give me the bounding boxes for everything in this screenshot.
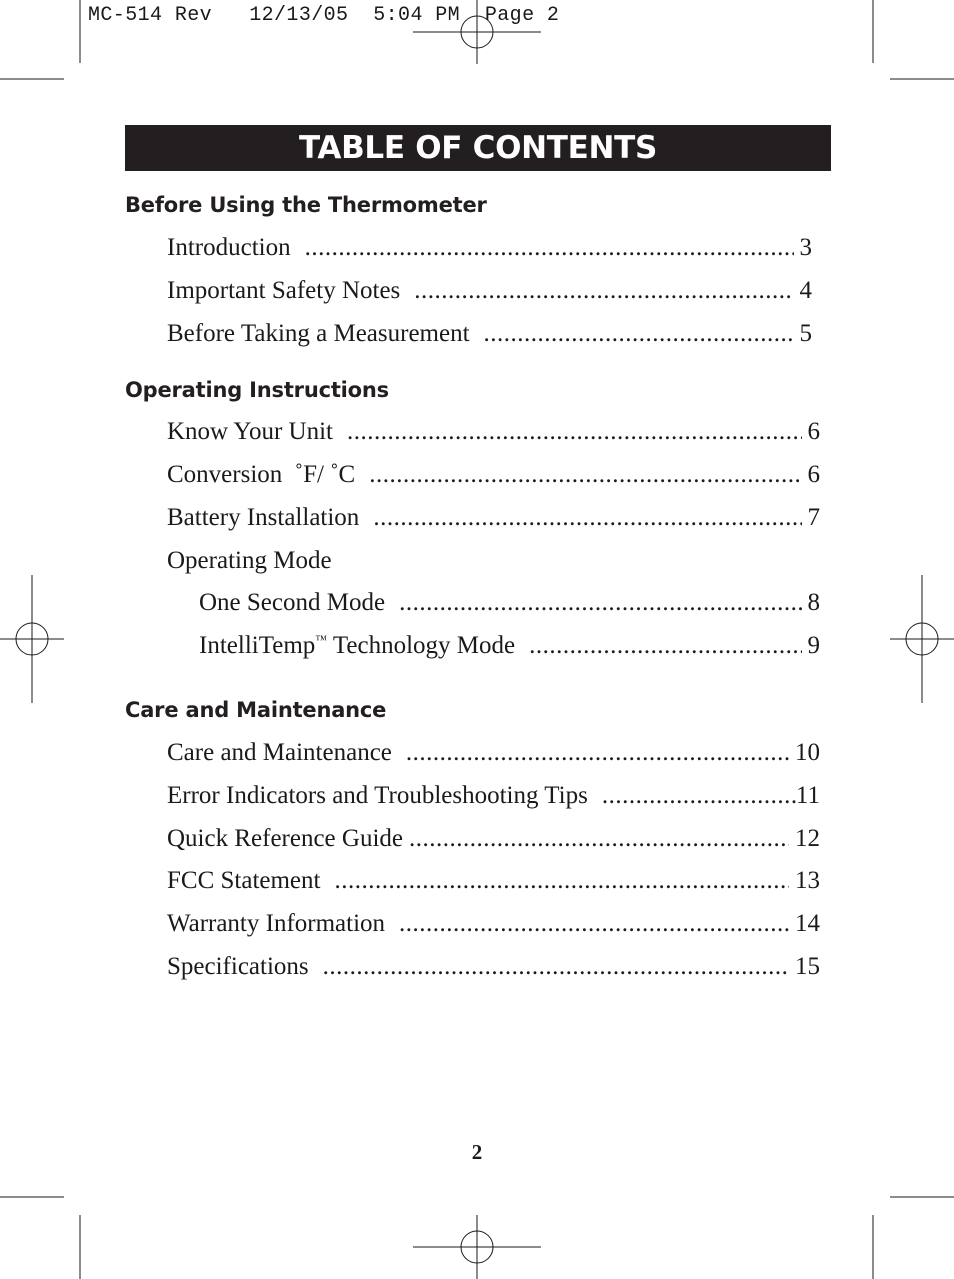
registration-target-left (0, 575, 64, 703)
toc-entry-one-second-mode[interactable] (199, 589, 820, 617)
toc-page-number: 12 (795, 825, 820, 852)
toc-entry-error-indicators[interactable] (167, 782, 820, 810)
toc-page-number: 5 (799, 320, 812, 347)
leader-dots (399, 589, 801, 617)
toc-entry-conversion[interactable] (167, 461, 820, 489)
toc-entry-label (199, 632, 515, 660)
leader-dots (409, 825, 789, 853)
section-heading-operating-instructions: Operating Instructions (125, 378, 389, 402)
toc-entry-know-your-unit[interactable] (167, 418, 820, 446)
leader-dots (369, 461, 801, 489)
toc-entry-specifications[interactable] (167, 953, 820, 981)
toc-entry-label: Battery Installation (167, 504, 360, 531)
leader-dots (529, 632, 801, 660)
toc-entry-warranty-information[interactable] (167, 910, 820, 938)
leader-dots (323, 953, 789, 981)
toc-page-number: 14 (795, 910, 820, 937)
toc-entry-important-safety-notes[interactable] (167, 277, 812, 305)
toc-entry-quick-reference-guide[interactable] (167, 825, 820, 853)
toc-page-number: 8 (807, 589, 820, 616)
toc-entry-label: Know Your Unit (167, 418, 334, 445)
toc-entry-fcc-statement[interactable] (167, 867, 820, 895)
toc-entry-label: FCC Statement (167, 867, 321, 894)
toc-page-number: 13 (795, 867, 820, 894)
toc-page-number: 11 (795, 782, 820, 809)
toc-entry-label: Error Indicators and Troubleshooting Tips (167, 782, 588, 809)
section-heading-before-using: Before Using the Thermometer (125, 193, 487, 217)
page-title: TABLE OF CONTENTS (125, 125, 831, 171)
registration-target-top (413, 0, 541, 64)
toc-page-number: 10 (795, 739, 820, 766)
leader-dots (602, 782, 796, 810)
printer-slug-line: MC-514 Rev 12/13/05 5:04 PM Page 2 (88, 4, 560, 27)
toc-page-number: 4 (799, 277, 812, 304)
toc-entry-care-maintenance[interactable] (167, 739, 820, 767)
toc-page-number: 7 (807, 504, 820, 531)
intellitemp-name: IntelliTemp (199, 632, 316, 659)
leader-dots (373, 504, 801, 532)
leader-dots (414, 277, 793, 305)
toc-entry-label: Warranty Information (167, 910, 386, 937)
leader-dots (347, 418, 801, 446)
leader-dots (399, 910, 789, 938)
page-number: 2 (471, 1140, 483, 1164)
toc-entry-introduction[interactable] (167, 234, 812, 262)
toc-entry-label: Quick Reference Guide (167, 825, 403, 852)
toc-entry-label: Conversion ˚F/ ˚C (167, 461, 356, 488)
toc-entry-before-taking-measurement[interactable] (167, 320, 812, 348)
toc-page-number: 6 (807, 461, 820, 488)
leader-dots (334, 867, 789, 895)
leader-dots (305, 234, 794, 262)
leader-dots (406, 739, 789, 767)
toc-page-number: 15 (795, 953, 820, 980)
trademark-symbol: ™ (315, 632, 328, 647)
toc-entry-intellitemp-mode[interactable] (199, 632, 820, 660)
toc-entry-operating-mode[interactable]: Operating Mode (167, 547, 332, 574)
toc-entry-label: Care and Maintenance (167, 739, 392, 766)
toc-entry-battery-installation[interactable] (167, 504, 820, 532)
toc-page-number: 3 (799, 234, 812, 261)
toc-page-number: 6 (807, 418, 820, 445)
registration-target-bottom (413, 1215, 541, 1279)
toc-entry-label: Introduction (167, 234, 291, 261)
leader-dots (484, 320, 794, 348)
toc-page-number: 9 (807, 632, 820, 659)
toc-entry-label: Specifications (167, 953, 309, 980)
intellitemp-suffix: Technology Mode (327, 632, 516, 659)
section-heading-care-maintenance: Care and Maintenance (125, 698, 387, 722)
toc-entry-label: Important Safety Notes (167, 277, 401, 304)
toc-entry-label: One Second Mode (199, 589, 386, 616)
toc-entry-label: Before Taking a Measurement (167, 320, 470, 347)
registration-target-right (890, 575, 954, 703)
